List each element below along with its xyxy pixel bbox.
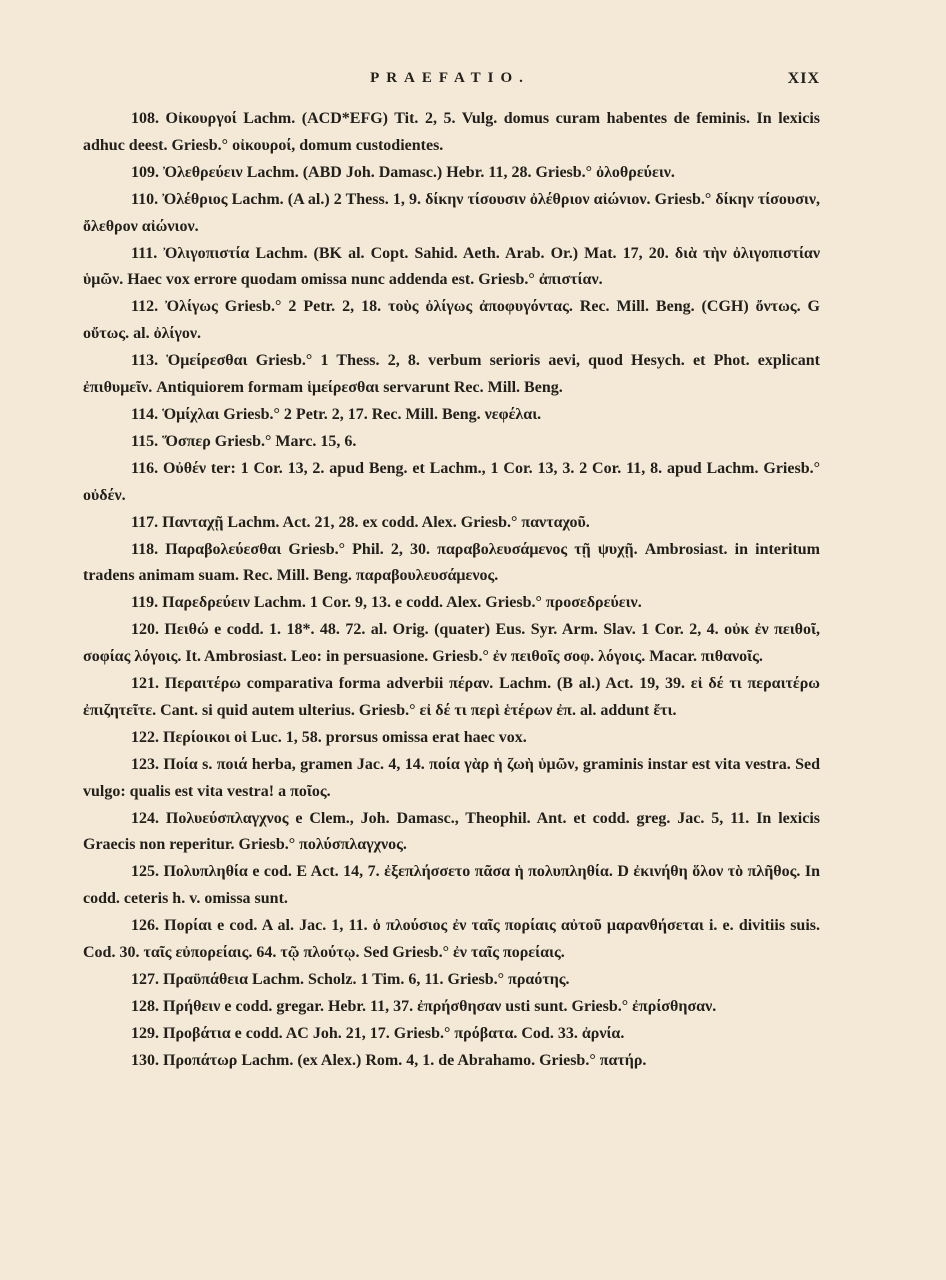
entry-120: 120. Πειθώ e codd. 1. 18*. 48. 72. al. Orig. (quater) Eus. Syr. Arm. Slav. 1 Cor. 2, 4. οὐκ ἐν πειθοῖ, σοφίας λόγοις. It. Ambrosiast. Leo: in persuasione. Griesb.° ἐν πειθοῖς σοφ. λόγοις. Macar. πιθανοῖς.	[83, 621, 820, 666]
entry-110: 110. Ὀλέθριος Lachm. (A al.) 2 Thess. 1, 9. δίκην τίσουσιν ὀλέθριον αἰώνιον. Griesb.° δίκην τίσουσιν, ὄλεθρον αἰώνιον.	[83, 190, 820, 235]
entry-108: 108. Οἰκουργοί Lachm. (ACD*EFG) Tit. 2, 5. Vulg. domus curam habentes de feminis. In lexicis adhuc deest. Griesb.° οἰκουροί, domum custodientes.	[83, 110, 820, 154]
entry-129: 129. Προβάτια e codd. AC Joh. 21, 17. Griesb.° πρόβατα. Cod. 33. ἀρνία.	[131, 1024, 625, 1042]
entry-121: 121. Περαιτέρω comparativa forma adverbii πέραν. Lachm. (B al.) Act. 19, 39. εἰ δέ τι περαιτέρω ἐπιζητεῖτε. Cant. si quid autem ulterius. Griesb.° εἰ δέ τι περὶ ἑτέρων ἐπ. al. addunt ἔτι.	[83, 675, 820, 719]
entry-125: 125. Πολυπληθία e cod. E Act. 14, 7. ἐξεπλήσσετο πᾶσα ἡ πολυπληθία. D ἐκινήθη ὅλον τὸ πλῆθος. In codd. ceteris h. v. omissa sunt.	[83, 863, 820, 908]
entry-113: 113. Ὁμείρεσθαι Griesb.° 1 Thess. 2, 8. verbum serioris aevi, quod Hesych. et Phot. explicant ἐπιθυμεῖν. Antiquiorem formam ἱμείρεσθαι servarunt Rec. Mill. Beng.	[83, 352, 820, 397]
entry-115: 115. Ὅσπερ Griesb.° Marc. 15, 6.	[131, 432, 357, 450]
entry-124: 124. Πολυεύσπλαγχνος e Clem., Joh. Damasc., Theophil. Ant. et codd. greg. Jac. 5, 11. In lexicis Graecis non reperitur. Griesb.° πολύσπλαγχνος.	[83, 809, 820, 854]
entry-119: 119. Παρεδρεύειν Lachm. 1 Cor. 9, 13. e codd. Alex. Griesb.° προσεδρεύειν.	[131, 594, 642, 612]
entry-111: 111. Ὀλιγοπιστία Lachm. (BK al. Copt. Sahid. Aeth. Arab. Or.) Mat. 17, 20. διὰ τὴν ὀλιγοπιστίαν ὑμῶν. Haec vox errore quodam omissa nunc addenda est. Griesb.° ἀπιστίαν.	[83, 244, 820, 289]
entry-130: 130. Προπάτωρ Lachm. (ex Alex.) Rom. 4, 1. de Abrahamo. Griesb.° πατήρ.	[131, 1051, 647, 1069]
page-title: PRAEFATIO.	[370, 70, 530, 86]
entry-116: 116. Οὐθέν ter: 1 Cor. 13, 2. apud Beng. et Lachm., 1 Cor. 13, 3. 2 Cor. 11, 8. apud Lachm. Griesb.° οὐδέν.	[83, 459, 820, 504]
page-number: XIX	[787, 70, 820, 87]
entry-122: 122. Περίοικοι οἱ Luc. 1, 58. prorsus omissa erat haec vox.	[131, 728, 527, 746]
entry-114: 114. Ὁμίχλαι Griesb.° 2 Petr. 2, 17. Rec. Mill. Beng. νεφέλαι.	[131, 405, 542, 423]
body-text	[83, 106, 820, 1075]
entry-109: 109. Ὀλεθρεύειν Lachm. (ABD Joh. Damasc.) Hebr. 11, 28. Griesb.° ὀλοθρεύειν.	[131, 163, 675, 181]
entry-117: 117. Πανταχῇ Lachm. Act. 21, 28. ex codd. Alex. Griesb.° πανταχοῦ.	[131, 513, 590, 531]
entry-118: 118. Παραβολεύεσθαι Griesb.° Phil. 2, 30. παραβολευσάμενος τῇ ψυχῇ. Ambrosiast. in interitum tradens animam suam. Rec. Mill. Beng. παραβουλευσάμενος.	[83, 540, 820, 585]
running-head	[80, 68, 820, 96]
entry-128: 128. Πρήθειν e codd. gregar. Hebr. 11, 37. ἐπρήσθησαν usti sunt. Griesb.° ἐπρίσθησαν.	[131, 997, 717, 1015]
entry-126: 126. Πορίαι e cod. A al. Jac. 1, 11. ὁ πλούσιος ἐν ταῖς πορίαις αὐτοῦ μαρανθήσεται i. e. divitiis suis. Cod. 30. ταῖς εὐπορείαις. 64. τῷ πλούτῳ. Sed Griesb.° ἐν ταῖς πορείαις.	[83, 917, 820, 962]
entry-127: 127. Πραϋπάθεια Lachm. Scholz. 1 Tim. 6, 11. Griesb.° πραότης.	[131, 971, 570, 988]
entry-112: 112. Ὀλίγως Griesb.° 2 Petr. 2, 18. τοὺς ὀλίγως ἀποφυγόντας. Rec. Mill. Beng. (CGH) ὄντως. G οὔτως. al. ὀλίγον.	[83, 298, 820, 343]
entry-123: 123. Ποία s. ποιά herba, gramen Jac. 4, 14. ποία γὰρ ἡ ζωὴ ὑμῶν, graminis instar est vita vestra. Sed vulgo: qualis est vita vestra! a ποῖος.	[83, 755, 820, 800]
